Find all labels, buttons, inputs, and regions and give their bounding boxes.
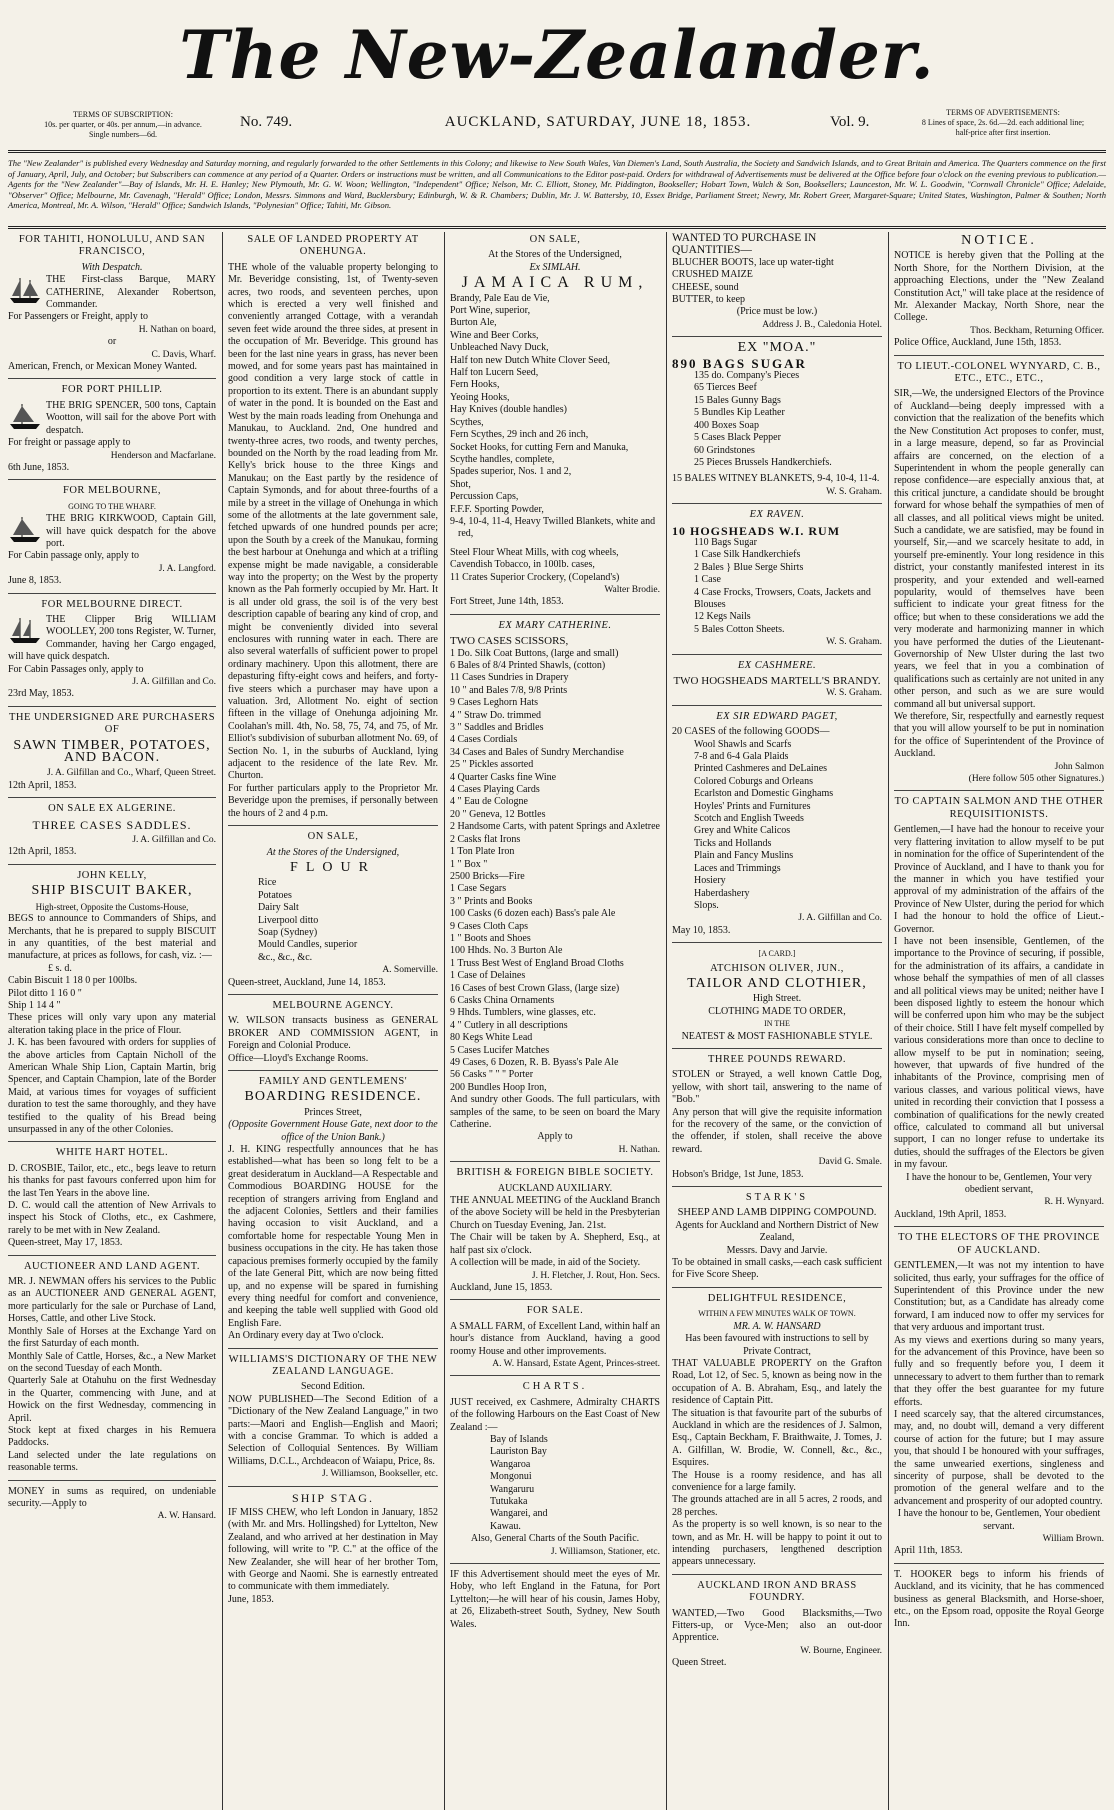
subscription-terms: TERMS OF SUBSCRIPTION: 10s. per quarter, or 40s. per annum,—in advance. Single numbers—6d. bbox=[44, 110, 202, 139]
advertisement-terms: TERMS OF ADVERTISEMENTS: 8 Lines of space, 2s. 6d.—2d. each additional line; half-price after first insertion. bbox=[921, 108, 1085, 137]
ad-delightful-residence: DELIGHTFUL RESIDENCE, WITHIN A FEW MINUTES WALK OF TOWN. MR. A. W. HANSARD Has been favoured with instructions to sell by Private Contract, THAT VALUABLE PROPERTY on the Grafton Road, Lot 12, of Sec. 5, known as being now in the occupation of A. B. Abraham, Esq., and lately the residence of Captain Pitt. The situation is that favourite part of the suburbs of Auckland in which are the residences of J. Salmon, Esq., Captain Beckham, F. Braithwaite, J. Tomes, J. A. Gilfillan, W. Brodie, W. Connell, &c., &c., Esquires. The House is a roomy residence, and has all convenience for a large family. The grounds attached are in all 5 acres, 2 roods, and 28 perches. As the property is so well known, is so near to the town, and as Mr. H. will be happy to point it out to intending purchasers, lengthened description appears unnecessary. bbox=[672, 1292, 882, 1568]
masthead-title: The New-Zealander. bbox=[179, 16, 935, 94]
goods-list-item: 6 Casks China Ornaments bbox=[450, 994, 555, 1006]
goods-list-item: 10 " and Bales 7/8, 9/8 Prints bbox=[450, 684, 568, 696]
goods-list-item: 11 Cases Sundries in Drapery bbox=[450, 672, 569, 684]
ad-white-hart-hotel: WHITE HART HOTEL. D. CROSBIE, Tailor, etc., etc., begs leave to return his thanks for past favours conferred upon him for the last Ten Years in the above line. D. C. would call the attention of New Arrivals to inspect his Stock of Cloths, etc., ex Cashmere, rarely to be met with in New Zealand. Queen-street, May 17, 1853. bbox=[8, 1147, 216, 1249]
ad-john-kelly: JOHN KELLY, SHIP BISCUIT BAKER, High-street, Opposite the Customs-House, BEGS to announce to Commanders of Ships, and Merchants, that he is prepared to supply BISCUIT in any quantities, of the best material and manufacture, at prices as follows, for cash, viz. :— £ s. d. Cabin Biscuit 1 18 0 per 100lbs. Pilot ditto 1 16 0 " Ship 1 14 4 " These prices will only vary upon any material alteration taking place in the price of Flour. J. K. has been favoured with orders for supplies of the above articles from Captain Nicholl of the American Whale Ship Lion, Captain Martin, brig Spencer, and Captain Champion, late of the Border Maid, at various times for voyages of sufficient duration to test the same thoroughly, and they have testified to the quality of his Bread being unsurpassed in any of the other Colonies. bbox=[8, 869, 216, 1135]
columns-top-rule bbox=[8, 226, 1106, 229]
ad-money: MONEY in sums as required, on undeniable security.—Apply to A. W. Hansard. bbox=[8, 1485, 216, 1522]
goods-list-item: 16 Cases of best Crown Glass, (large size) bbox=[450, 982, 620, 994]
ad-algerine: ON SALE EX ALGERINE. THREE CASES SADDLES. J. A. Gilfillan and Co. 12th April, 1853. bbox=[8, 803, 216, 858]
letter-to-electors: TO THE ELECTORS OF THE PROVINCE OF AUCKLAND. GENTLEMEN,—It was not my intention to have solicited, thus early, your suffrages for the office of Superintendent of this Province under the new Constitution; but, as a Candidate has already come forward, I am induced now to offer my services for that very arduous and important trust. As my views and exertions during so many years, for the advancement of this Province, have been so fully and so frequently before you, I deem it unnecessary to advert to them further than to remark that they offer the best guarantee for my future efforts. I need scarcely say, that the altered circumstances, may, and, no doubt will, demand a very different course of action for the future; but I may assure you, that should I be honoured with your suffrages, the same unwearied exertions, singleness and sincerity of purpose, shall be devoted to the promotion of the general welfare and to the advancement and prosperity of our adopted country. I have the honour to be, Gentlemen, Your obedient servant. William Brown. April 11th, 1853. bbox=[894, 1232, 1104, 1557]
goods-list-item: 9 Hhds. Tumblers, wine glasses, etc. bbox=[450, 1007, 596, 1019]
goods-list-item: 4 " Straw Do. trimmed bbox=[450, 709, 542, 721]
issue-number: No. 749. bbox=[240, 114, 293, 130]
goods-list-item: 49 Cases, 6 Dozen, R. B. Byass's Pale Ale bbox=[450, 1057, 619, 1068]
ad-ex-sir-edward-paget: EX SIR EDWARD PAGET, 20 CASES of the following GOODS— Wool Shawls and Scarfs 7-8 and 6-4 Gala Plaids Printed Cashmeres and DeLaines Colored Coburgs and Orleans Ecarlston and Domestic Ginghams Hoyles' Prints and Furnitures Scotch and English Tweeds Grey and White Calicos Ticks and Hollands Plain and Fancy Muslins Laces and Trimmings Hosiery Haberdashery Slops. J. A. Gilfillan and Co. May 10, 1853. bbox=[672, 710, 882, 936]
goods-list-item: 4 Cases Playing Cards bbox=[450, 784, 540, 796]
subhead bbox=[8, 104, 1106, 150]
ad-small-farm: FOR SALE. A SMALL FARM, of Excellent Land, within half an hour's distance from Auckland, having a good roomy House and other improvements. A. W. Hansard, Estate Agent, Princes-street. bbox=[450, 1305, 660, 1369]
goods-list-item: 3 " Saddles and Bridles bbox=[450, 722, 544, 734]
ship-icon bbox=[8, 616, 42, 644]
letter-to-wynyard: TO LIEUT.-COLONEL WYNYARD, C. B., ETC., ETC., ETC., SIR,—We, the undersigned Electors of the Province of Auckland—being deeply impressed with a conviction that the realization of the benefits which the New Constitution Act proposes to confer, must, in a large measure, depend, so far as Provincial affairs are concerned, on the election of a Superintendent in whom the people generally can repose confidence—are especially anxious that, at this critical juncture, a candidate should be brought forward for whose behalf the sympathies of men of all classes, and all political views might be united. Such a candidate, we are satisfied, may be found in yourself, Sir,—and we scarcely hesitate to add, in yourself pre-eminently. Your long residence in this district, your constantly manifested interest in its prosperity, and your extended and well-earned popularity, would of themselves have been sufficient to indicate your great fitness for the office; but when to these considerations we add the very moderate and harmonizing manner in which you have performed the duties of the Lieutenant-Governorship of New Ulster during the last two years, we feel that in you a combination of qualifications such as certainly are not united in any other person, and such as we are sure would command all but universal support. We therefore, Sir, respectfully and earnestly request that you will allow yourself to be put in nomination for the office of Superintendent of the Province of Auckland. John Salmon (Here follow 505 other Signatures.) bbox=[894, 360, 1104, 785]
goods-list-item: 80 Kegs White Lead bbox=[450, 1032, 533, 1044]
ad-sawn-timber: THE UNDERSIGNED ARE PURCHASERS OF SAWN TIMBER, POTATOES, AND BACON. J. A. Gilfillan and Co., Wharf, Queen Street. 12th April, 1853. bbox=[8, 711, 216, 791]
ad-bible-society: BRITISH & FOREIGN BIBLE SOCIETY. AUCKLAND AUXILIARY. THE ANNUAL MEETING of the Auckland Branch of the above Society will be held in the Presbyterian Church on Tuesday Evening, Jan. 21st. The Chair will be taken by A. Shepherd, Esq., at half past six o'clock. A collection will be made, in aid of the Society. J. H. Fletcher, J. Rout, Hon. Secs. Auckland, June 15, 1853. bbox=[450, 1167, 660, 1293]
goods-list-item: 34 Cases and Bales of Sundry Merchandise bbox=[450, 746, 624, 758]
ad-melbourne: FOR MELBOURNE, GOING TO THE WHARF. THE BRIG KIRKWOOD, Captain Gill, will have quick despatch for the above port. For Cabin passage only, apply to J. A. Langford. June 8, 1853. bbox=[8, 485, 216, 587]
goods-list-item: 9 Cases Leghorn Hats bbox=[450, 697, 539, 709]
goods-list-item: 5 Cases Lucifer Matches bbox=[450, 1044, 550, 1056]
goods-list-item: 4 " Eau de Cologne bbox=[450, 796, 528, 808]
ad-ex-moa: EX "MOA." 890 BAGS SUGAR 135 do. Company's Pieces 65 Tierces Beef 15 Bales Gunny Bags 5 Bundles Kip Leather 400 Boxes Soap 5 Cases Black Pepper 60 Grindstones 25 Pieces Brussels Handkerchiefs. 15 BALES WITNEY BLANKETS, 9-4, 10-4, 11-4. W. S. Graham. bbox=[672, 340, 882, 497]
ad-wanted-purchase: WANTED TO PURCHASE IN QUANTITIES— BLUCHER BOOTS, lace up water-tight CRUSHED MAIZE CHEESE, sound BUTTER, to keep (Price must be low.) Address J. B., Caledonia Hotel. bbox=[672, 232, 882, 330]
ad-ex-cashmere: EX CASHMERE. TWO HOGSHEADS MARTELL'S BRANDY. W. S. Graham. bbox=[673, 659, 882, 699]
ad-hoby: IF this Advertisement should meet the eyes of Mr. Hoby, who left England in the Fatuna, for Port Lyttelton;—he will hear of his cousin, James Hoby, at 26, Elizabeth-street South, Sydney, New South Wales. bbox=[450, 1569, 660, 1630]
goods-list-item: 2500 Bricks—Fire bbox=[450, 870, 525, 882]
goods-list-item: 100 Hhds. No. 3 Burton Ale bbox=[450, 945, 563, 957]
column-3 bbox=[450, 232, 660, 1810]
goods-list-item: 2 Handsome Carts, with patent Springs and Axletree bbox=[450, 821, 660, 833]
goods-list-item: 4 Quarter Casks fine Wine bbox=[450, 771, 557, 783]
goods-list-item: 200 Bundles Hoop Iron, bbox=[450, 1081, 547, 1093]
goods-list-item: 20 " Geneva, 12 Bottles bbox=[450, 808, 546, 820]
dateline: AUCKLAND, SATURDAY, JUNE 18, 1853. bbox=[444, 114, 752, 130]
ad-charts: CHARTS. JUST received, ex Cashmere, Admiralty CHARTS of the following Harbours on the East Coast of New Zealand :— Bay of Islands Lauriston Bay Wangaroa Mongonui Wangaruru Tutukaka Wangarei, and Kawau. Also, General Charts of the South Pacific. J. Williamson, Stationer, etc. bbox=[450, 1381, 660, 1557]
goods-list-item: 1 Case Segars bbox=[450, 883, 507, 895]
column-2 bbox=[228, 232, 438, 1810]
ad-auctioneer: AUCTIONEER AND LAND AGENT. MR. J. NEWMAN offers his services to the Public as an AUCTIONEER AND GENERAL AGENT, more particularly for the sale or Purchase of Land, Horses, Cattle, and other Live Stock. Monthly Sale of Horses at the Exchange Yard on the first Saturday of each month. Monthly Sale of Cattle, Horses, &c., a New Market on the second Tuesday of each Month. Quarterly Sale at Otahuhu on the first Wednesday in the Quarter, commencing with June, and at Howick on the first Wednesday, commencing in April. Stock kept at fixed charges in his Remuera Paddocks. Land selected under the late regulations on reasonable terms. bbox=[8, 1260, 216, 1474]
ad-ex-raven: EX RAVEN. 10 HOGSHEADS W.I. RUM 110 Bags Sugar 1 Case Silk Handkerchiefs 2 Bales } Blue Serge Shirts 1 Case 4 Case Frocks, Trowsers, Coats, Jackets and Blouses 12 Kegs Nails 5 Bales Cotton Sheets. W. S. Graham. bbox=[672, 509, 882, 648]
ad-dictionary: WILLIAMS'S DICTIONARY OF THE NEW ZEALAND LANGUAGE. Second Edition. NOW PUBLISHED—The Second Edition of a "Dictionary of the New Zealand Language," in two parts:—Maori and English—English and Maori; with a concise Grammar. To which is added a Selection of Colloquial Sentences. By William Williams, D.C.L., Archdeacon of Waiapu, Price, 8s. J. Williamson, Bookseller, etc. bbox=[228, 1353, 438, 1480]
goods-list-item: 1 Ton Plate Iron bbox=[450, 846, 515, 858]
ad-mary-catherine: EX MARY CATHERINE. TWO CASES SCISSORS, 1 Do. Silk Coat Buttons, (large and small) 6 Bales of 8/4 Printed Shawls, (cotton) 11 Cases Sundries in Drapery 10 " and Bales 7/8, 9/8 Prints 9 Cases Leghorn Hats 4 " Straw Do. trimmed 3 " Saddles and Bridles 4 Cases Cordials 34 Cases and Bales of Sundry Merchandise 25 " Pickles assorted 4 Quarter Casks fine Wine 4 Cases Playing Cards 4 " Eau de Cologne 20 " Geneva, 12 Bottles 2 Handsome Carts, with patent Springs and Axletree 2 Casks flat Irons 1 Ton Plate Iron 1 " Box " 2500 Bricks—Fire 1 Case Segars 3 " Prints and Books 100 Casks (6 dozen each) Bass's pale Ale 9 Cases Cloth Caps 1 " Boots and Shoes 100 Hhds. No. 3 Burton Ale 1 Truss Best West of England Broad Cloths 1 Case of Delaines 16 Cases of best Crown Glass, (large size) 6 Casks China Ornaments 9 Hhds. Tumblers, wine glasses, etc. 4 " Cutlery in all descriptions 80 Kegs White Lead 5 Cases Lucifer Matches 49 Cases, 6 Dozen, R. B. Byass's Pale Ale 56 Casks " " " Porter 200 Bundles Hoop Iron, And sundry other Goods. The full particulars, with samples of the same, to be seen on board the Mary Catherine. Apply to H. Nathan. bbox=[450, 619, 660, 1155]
goods-list-item: 2 Casks flat Irons bbox=[450, 833, 521, 845]
ship-icon bbox=[8, 515, 42, 543]
goods-list-item: 1 Truss Best West of England Broad Cloths bbox=[450, 957, 624, 969]
volume-number: Vol. 9. bbox=[830, 114, 870, 130]
goods-list-item: 3 " Prints and Books bbox=[450, 895, 533, 907]
ad-hooker: T. HOOKER begs to inform his friends of Auckland, and its vicinity, that he has commenced business as general Blacksmith, and Horse-shoer, etc., on the Epsom road, opposite the Royal George Inn. bbox=[894, 1568, 1104, 1630]
goods-list-item: 56 Casks " " " Porter bbox=[450, 1069, 534, 1081]
ad-flour: ON SALE, At the Stores of the Undersigned, FLOUR Rice Potatoes Dairy Salt Liverpool ditto Soap (Sydney) Mould Candles, superior &c., &c., &c. A. Somerville. Queen-street, Auckland, June 14, 1853. bbox=[228, 831, 438, 988]
ad-ship-stag: SHIP STAG. IF MISS CHEW, who left London in January, 1852 (with Mr. and Mrs. Hollingshed) for Lyttelton, New Zealand, and who arrived at her destination in May following, will write to "P. C." at the office of the New Zealander, she will hear of her brother Tom, with George and Naomi. She is earnestly entreated to communicate with them immediately. June, 1853. bbox=[228, 1490, 438, 1605]
agents-notice: The "New Zealander" is published every Wednesday and Saturday morning, and regularly forwarded to the other Settlements in this Colony; and likewise to New South Wales, Van Diemen's Land, South Australia, the Society and Sandwich Islands, and to Great Britain and America. The Quarters commence on the first of January, April, July, and October; but Subscribers can commence at any period of a Quarter. Orders or instructions must be written, and all Communications to the Editor post-paid. Orders for withdrawal of Advertisements must be delivered at the Office before four o'clock on the evening previous to publication.—Agents for the "New Zealander"—Bay of Islands, Mr. H. E. Hanley; New Plymouth, Mr. G. W. Woon; Wellington, "Independent" Office; Nelson, Mr. C. Elliott, Stoney, Mr. Piddington, Bookseller; Hobart Town, Walch & Son, Booksellers; Launceston, Mr. W. L. Goodwin, "Cornwall Chronicle" Office; Adelaide, "Observer" Office; Melbourne, Mr. Cavenagh, "Herald" Office; London, Messrs. Simmons and Ward, Bucklersbury; Edinburgh, W. & R. Chambers; Dublin, Mr. J. W. Battersby, 10, Essex Bridge, Parliament Street; Newry, Mr. Robert Greer, Margaret-Square; United States, Washington, Palmer & Southen; North America, Montreal, Mr. A. Wilson, "Herald" Office; Sandwich Islands, "Polynesian" Office; Tahiti, Mr. Gibson. bbox=[8, 158, 1106, 211]
goods-list-item: 4 " Cutlery in all descriptions bbox=[450, 1019, 568, 1031]
goods-list-item: 1 " Boots and Shoes bbox=[450, 932, 531, 944]
header-rule bbox=[8, 150, 1106, 153]
ad-simlah: ON SALE, At the Stores of the Undersigned, Ex SIMLAH. JAMAICA RUM, Brandy, Pale Eau de Vie, Port Wine, superior, Burton Ale, Wine and Beer Corks, Unbleached Navy Duck, Half ton new Dutch White Clover Seed, Half ton Lucern Seed, Fern Hooks, Yeoing Hooks, Hay Knives (double handles) Scythes, Fern Scythes, 29 inch and 26 inch, Socket Hooks, for cutting Fern and Manuka, Scythe handles, complete, Spades superior, Nos. 1 and 2, Shot, Percussion Caps, F.F.F. Sporting Powder, 9-4, 10-4, 11-4, Heavy Twilled Blankets, white and red, Steel Flour Wheat Mills, with cog wheels, Cavendish Tobacco, in 100lb. cases, 11 Crates Superior Crockery, (Copeland's) Walter Brodie. Fort Street, June 14th, 1853. bbox=[450, 234, 660, 608]
mary-catherine-goods-list bbox=[450, 648, 660, 1095]
ad-reward: THREE POUNDS REWARD. STOLEN or Strayed, a well known Cattle Dog, yellow, with short tail, answering to the name of "Bob." Any person that will give the requisite information for the recovery of the same, or the conviction of the offender, if stolen, shall receive the above reward. David G. Smale. Hobson's Bridge, 1st June, 1853. bbox=[672, 1053, 882, 1180]
ad-melbourne-agency: MELBOURNE AGENCY. W. WILSON transacts business as GENERAL BROKER AND COMMISSION AGENT, in Foreign and Colonial Produce. Office—Lloyd's Exchange Rooms. bbox=[228, 999, 438, 1064]
goods-list-item: 9 Cases Cloth Caps bbox=[450, 920, 529, 932]
column-1 bbox=[8, 232, 216, 1810]
ad-boarding-residence: FAMILY AND GENTLEMENS' BOARDING RESIDENCE. Princes Street, (Opposite Government House Gate, next door to the office of the Union Bank.) J. H. KING respectfully announces that he has established—what has been so long felt to be a great desideratum in Auckland—A Respectable and Commodious BOARDING HOUSE for the reception of strangers arriving from England and the adjacent Colonies, Settlers and their families having occasion to visit Auckland, and a comfortable home for respectable Young Men in business occupations in the city. He has taken those capacious premises formerly occupied by the family of the late General Pitt, which are now being fitted up, and no expense will be spared in furnishing every thing needful for comfort and convenience, and keeping the table well supplied with Good old English Fare. An Ordinary every day at Two o'clock. bbox=[228, 1076, 438, 1342]
notice-polling: NOTICE. NOTICE is hereby given that the Polling at the North Shore, for the Northern Division, at the approaching Elections, under the "New Zealand Constitution Act," will take place at the residence of Mr. Alexander Mackay, North Shore, near the College. Thos. Beckham, Returning Officer. Police Office, Auckland, June 15th, 1853. bbox=[894, 233, 1104, 349]
goods-list-item: 1 Do. Silk Coat Buttons, (large and small) bbox=[450, 647, 619, 659]
columns bbox=[8, 232, 1106, 1810]
ad-melbourne-direct: FOR MELBOURNE DIRECT. THE Clipper Brig WILLIAM WOOLLEY, 200 tons Register, W. Turner, Commander, having her Cargo engaged, will have quick despatch. For Cabin Passages only, apply to J. A. Gilfillan and Co. 23rd May, 1853. bbox=[8, 598, 216, 700]
goods-list-item: 100 Casks (6 dozen each) Bass's pale Ale bbox=[450, 908, 616, 920]
goods-list-item: 25 " Pickles assorted bbox=[450, 759, 534, 771]
ad-port-phillip: FOR PORT PHILLIP. THE BRIG SPENCER, 500 tons, Captain Wootton, will sail for the above Port with despatch. For freight or passage apply to Henderson and Macfarlane. 6th June, 1853. bbox=[8, 384, 216, 473]
ad-iron-foundry: AUCKLAND IRON AND BRASS FOUNDRY. WANTED,—Two Good Blacksmiths,—Two Fitters-up, or Vyce-Men; also an out-door Apprentice. W. Bourne, Engineer. Queen Street. bbox=[672, 1579, 882, 1669]
newspaper-page bbox=[8, 0, 1106, 1810]
goods-list-item: 6 Bales of 8/4 Printed Shawls, (cotton) bbox=[450, 660, 606, 671]
column-4 bbox=[672, 232, 882, 1810]
ship-icon bbox=[8, 402, 42, 430]
goods-list-item: 1 " Box " bbox=[450, 858, 488, 870]
goods-list-item: 4 Cases Cordials bbox=[450, 734, 518, 746]
ad-tahiti: FOR TAHITI, HONOLULU, AND SAN FRANCISCO, With Despatch. THE First-class Barque, MARY CATHERINE, Alexander Robertson, Commander. For Passengers or Freight, apply to H. Nathan on board, or C. Davis, Wharf. American, French, or Mexican Money Wanted. bbox=[8, 234, 216, 373]
ad-tailor: [A CARD.] ATCHISON OLIVER, JUN., TAILOR AND CLOTHIER, High Street. CLOTHING MADE TO ORDER, IN THE NEATEST & MOST FASHIONABLE STYLE. bbox=[681, 949, 873, 1042]
goods-list-item: 1 Case of Delaines bbox=[450, 970, 526, 982]
column-5 bbox=[894, 232, 1104, 1810]
ad-sheep-dipping: STARK'S SHEEP AND LAMB DIPPING COMPOUND. Agents for Auckland and Northern District of New Zealand, Messrs. Davy and Jarvie. To be obtained in small casks,—each cask sufficient for Five Score Sheep. bbox=[672, 1192, 882, 1281]
ad-landed-property: SALE OF LANDED PROPERTY AT ONEHUNGA. THE whole of the valuable property belonging to Mr. Beveridge consisting, 1st, of Twenty-seven acres, two roods, and seventeen perches, upon which is erected a very well finished and conveniently arranged Cottage, with a verandah seven feet wide around the three sides, at present in the occupation of Mr. Beveridge. This ground has been for the last nine years in grass, has never been mowed, and for some years past has maintained in good condition a very large stock of cattle in proportion to its extent. There is an abundant supply of water in the pond. It is bounded on the East and West by the main roads leading from Onehunga and Manukau, to Auckland. 2nd, One hundred and twenty-three acres, two roods, and twenty perches, bounded on the North by the road leading from Mr. Kelly's brick house to the three Kings and Manukau; on the East partly by the residence of Captain Symonds, and for about three-fourths of a mile by a street in the village of Onehunga in which some of the allotments at the late government sale, fetched upwards of one hundred pounds per acre; upon the South by a creek of the Manukau, forming the best harbour at Onehunga and which at a trifling expense might be made navigable, a considerable way into the property; on the West by the property known as the Pah formerly occupied by Mr. Hart. It is all under old grass, the soil is of the very best description capable of bearing any kind of crop, and might be conveniently divided into several enclosures with running water in each. There are also several waterfalls of sufficient power to propel ordinary machinery. Upon this allotment, there are depasturing fifty-eight cows and heifers, and forty-five steers which a purchaser may have upon a valuation. 3rd, Allotment No. eight of section fifteen in the village of Onehunga adjoining Mr. Coolahan's mill. 4th, No. 58, 75, 74, and 75, of Mr. Elliot's subdivision of suburban allotment No. 69, of Section No. 1, in the suburbs of Auckland, lying adjacent to the residence of the late Rev. Mr. Churton. For further particulars apply to the Proprietor Mr. Beveridge upon the premises, if personally between the hours of 2 and 4 p.m. bbox=[228, 234, 438, 819]
ship-icon bbox=[8, 276, 42, 304]
letter-to-requisitionists: TO CAPTAIN SALMON AND THE OTHER REQUISITIONISTS. Gentlemen,—I have had the honour to receive your very flattering invitation to allow myself to be put in nomination for the office of Superintendent of the Province of Auckland, and I have to thank you for the manner in which you have testified your approval of my administration of the affairs of the Province of New Ulster, during the period for which I had the honour to hold the office of Lieut.-Governor. I have not been insensible, Gentlemen, of the importance to the Province of securing, if possible, for the administration of its affairs, a candidate in whose behalf the sympathies of men of all classes and all political views may be united; neither have I been disposed lightly to esteem the honour which will be conferred upon him who may be the subject of their choice. Still I have felt myself compelled by various considerations more than once to decline to allow myself to be put in nomination; seeing, however, that upwards of five hundred of the inhabitants of the Province, comprising men of various classes, and various political views, have united in recording their conviction that I possess a combination of qualifications for the newly created office, calculated to command all but universal support, I can no longer refuse to undertake its duties, should the suffrages of the Electors be given in my favour. I have the honour to be, Gentlemen, Your very obedient servant, R. H. Wynyard. Auckland, 19th April, 1853. bbox=[894, 796, 1104, 1220]
